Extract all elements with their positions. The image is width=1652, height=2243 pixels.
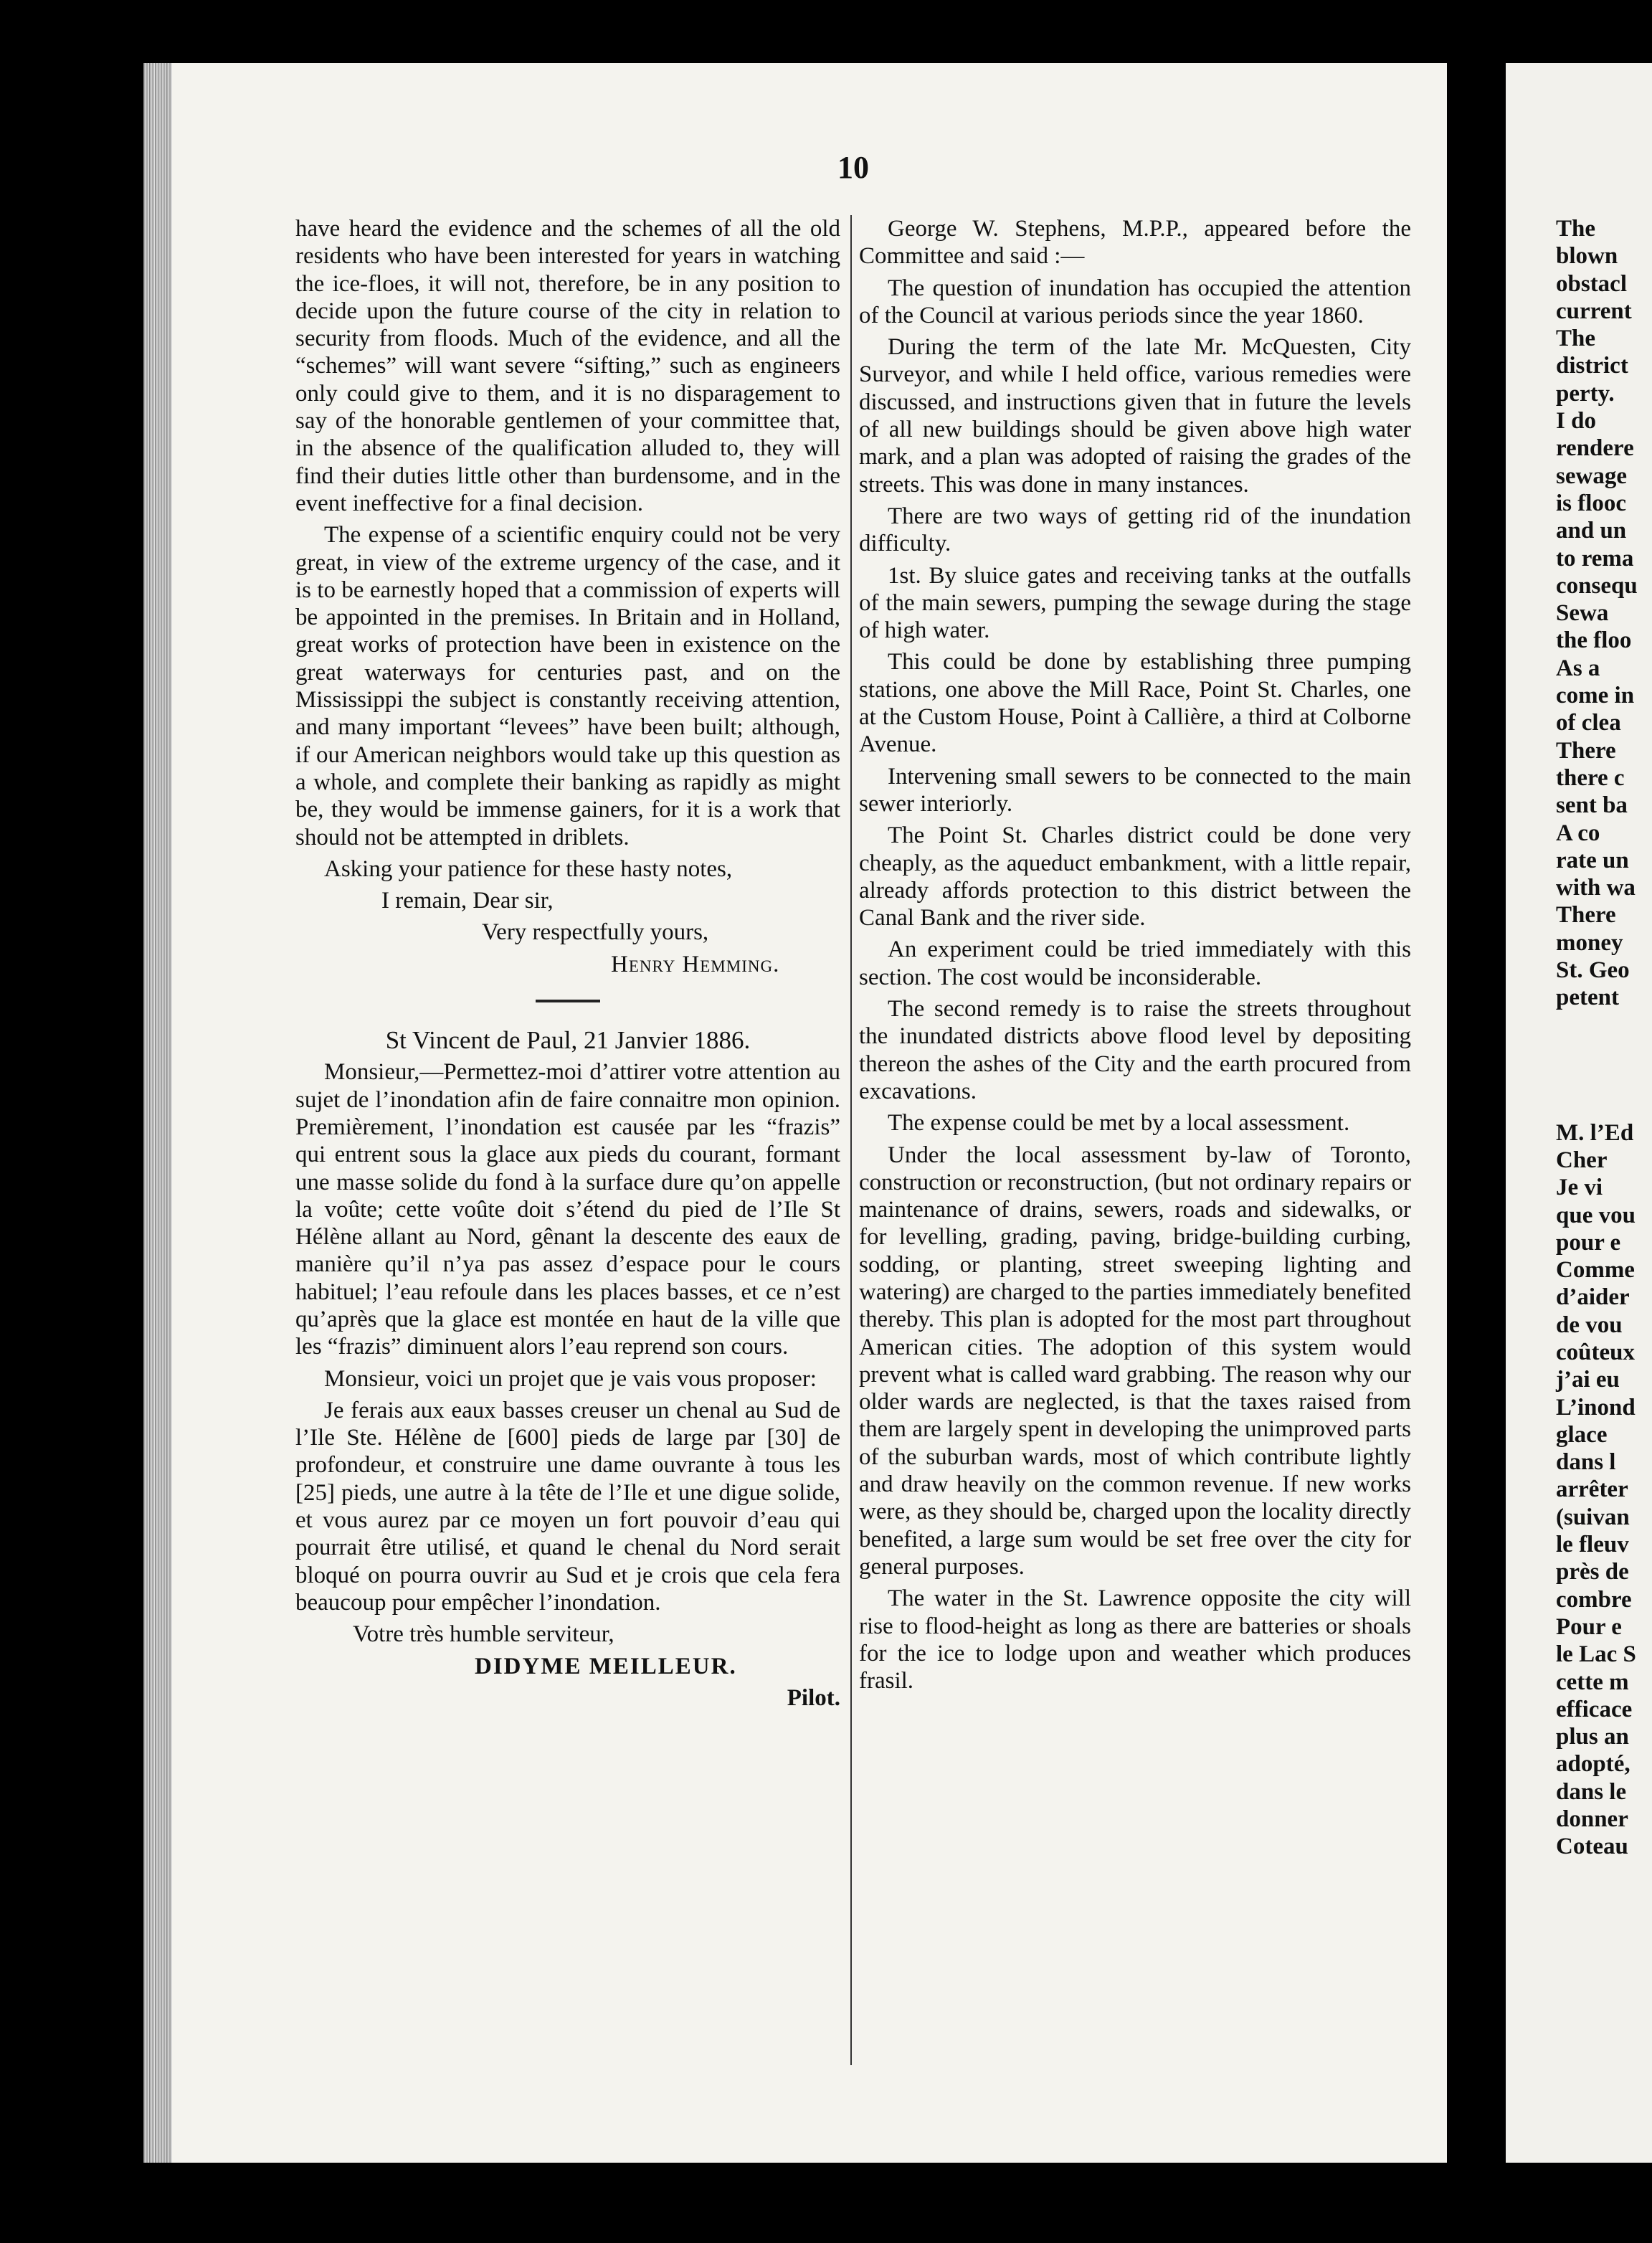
body-paragraph: Under the local assessment by-law of Toronto, construction or reconstruction, (but not ordinary repairs or maintenance of drains, sewers, roads and sidewalks, or for levelling, grading, paving, bridge-building curbing, sodding, or planting, street sweeping lighting and watering) are charged to the parties immediately benefited thereby. This plan is adopted for the most part throughout American cities. The adoption of this system would prevent what is called ward grabbing. The reason why our older wards are neglected, is that the taxes raised from them are largely spent in developing the unimproved parts of the suburban wards, most of which contribute lightly and draw heavily on the common revenue. If new works were, as they should be, charged upon the locality directly benefited, a large sum would be set free over the city for general purposes. — [859, 1142, 1411, 1580]
right-fragment-line: I do — [1556, 408, 1596, 435]
body-paragraph: have heard the evidence and the schemes of all the old residents who have been interested for years in watching the ice-floes, it will not, therefore, be in any position to decide upon the future course of the city in relation to security from floods. Much of the evidence, and all the “schemes” will want severe “sifting,” such as engineers only could give to them, and it is no disparagement to say of the honorable gentlemen of your committee that, in the absence of the qualification alluded to, they will find their duties little other than burdensome, and in the event ineffective for a final decision. — [295, 216, 840, 516]
body-paragraph: This could be done by establishing three pumping stations, one above the Mill Race, Point St. Charles, one at the Custom House, Point à Callière, a third at Colborne Avenue. — [859, 649, 1411, 758]
right-fragment-line: district — [1556, 353, 1628, 379]
right-fragment-line: of clea — [1556, 710, 1621, 736]
right-fragment-line: There — [1556, 902, 1616, 929]
right-fragment-line: pour e — [1556, 1229, 1621, 1256]
right-fragment-line: Sewa — [1556, 600, 1609, 627]
page-edge-stack — [143, 63, 172, 2163]
right-fragment-line: adopté, — [1556, 1751, 1630, 1778]
right-fragment-line: rate un — [1556, 847, 1629, 873]
body-paragraph: 1st. By sluice gates and receiving tanks at the outfalls of the main sewers, pumping the sewage during the stage of high water. — [859, 562, 1411, 644]
body-paragraph: The question of inundation has occupied the attention of the Council at various periods since the year 1860. — [859, 275, 1411, 328]
right-fragment-line: sewage — [1556, 463, 1627, 489]
left-column — [295, 215, 840, 1716]
fragment-gap — [1556, 1012, 1652, 1119]
right-fragment-line: dans l — [1556, 1449, 1616, 1476]
right-fragment-line: de vou — [1556, 1312, 1623, 1338]
right-fragment-line: (suivan — [1556, 1504, 1630, 1530]
right-fragment-line: sent ba — [1556, 792, 1628, 819]
french-closing: Votre très humble serviteur, — [353, 1621, 614, 1648]
gutter-shadow — [1447, 63, 1506, 2163]
right-fragment-line: rendere — [1556, 435, 1634, 462]
right-fragment-line: Pour e — [1556, 1613, 1622, 1640]
right-fragment-line: Je vi — [1556, 1175, 1603, 1201]
body-paragraph: The expense of a scientific enquiry could not be very great, in view of the extreme urgency of the case, and it is to be earnestly hoped that a commission of experts will be appointed in the premises. In Britain and in Holland, great works of protection have been in existence on the great waterways for centuries past, and on the Mississippi the subject is constantly receiving attention, and many important “levees” have been built; although, if our American neighbors would take up this question as a whole, and complete their banking as rapidly as might be, they would be immense gainers, for it is a work that should not be attempted in driblets. — [295, 522, 840, 850]
right-fragment-line: current — [1556, 298, 1632, 324]
french-paragraph: Je ferais aux eaux basses creuser un chenal au Sud de l’Ile Ste. Hélène de [600] pieds de large par [30] de profondeur, et construire une dame ouvrante à tous les [25] pieds, une autre à la tête de l’Ile et une digue solide, et vous aurez par ce moyen un fort pouvoir d’eau qui pourrait être utilisé, et quand le chenal du Nord serait bloqué on pourra ouvrir au Sud et je crois que cela fera beaucoup pour empêcher l’inondation. — [295, 1397, 840, 1616]
body-paragraph: The expense could be met by a local assessment. — [888, 1110, 1350, 1137]
right-fragment-line: As a — [1556, 655, 1600, 681]
right-fragment-line: le fleuv — [1556, 1532, 1629, 1558]
right-fragment-line: Comme — [1556, 1257, 1635, 1284]
body-paragraph: During the term of the late Mr. McQuesten, City Surveyor, and while I held office, various remedies were discussed, and instructions given that in future the levels of all new buildings should be given above high water mark, and a plan was adopted of raising the grades of the streets. This was done in many instances. — [859, 334, 1411, 498]
right-fragment-line: j’ai eu — [1556, 1367, 1620, 1393]
fragment-group-top — [1556, 215, 1652, 1012]
body-paragraph: The water in the St. Lawrence opposite the city will rise to flood-height as long as there are batteries or shoals for the ice to lodge upon and weather which produces frasil. — [859, 1585, 1411, 1694]
right-fragment-line: d’aider — [1556, 1284, 1630, 1311]
right-fragment-line: Coteau — [1556, 1834, 1628, 1860]
right-fragment-line: blown — [1556, 243, 1618, 270]
closing-line: Asking your patience for these hasty notes, — [324, 855, 733, 882]
right-fragment-line: to rema — [1556, 545, 1634, 572]
body-paragraph: An experiment could be tried immediately with this section. The cost would be inconsiderable. — [859, 936, 1411, 990]
right-fragment-line: St. Geo — [1556, 957, 1630, 984]
right-fragment-line: cette m — [1556, 1669, 1629, 1695]
right-page-fragments — [1556, 215, 1652, 1861]
body-paragraph: The second remedy is to raise the streets throughout the inundated districts above flood level by depositing thereon the ashes of the City and the earth procured from excavations. — [859, 996, 1411, 1104]
right-fragment-line: A co — [1556, 820, 1600, 846]
right-fragment-line: perty. — [1556, 380, 1615, 407]
page-number: 10 — [837, 150, 869, 185]
body-paragraph: The Point St. Charles district could be done very cheaply, as the aqueduct embankment, with a little repair, already affords protection to this district between the Canal Bank and the river side. — [859, 822, 1411, 931]
right-fragment-line: There — [1556, 737, 1616, 764]
right-fragment-line: glace — [1556, 1421, 1608, 1448]
french-paragraph: Monsieur, voici un projet que je vais vous proposer: — [324, 1365, 817, 1392]
right-fragment-line: Cher — [1556, 1147, 1608, 1173]
right-fragment-line: dans le — [1556, 1778, 1627, 1805]
signature-hemming: Henry Hemming. — [611, 951, 780, 977]
testimony-intro: George W. Stephens, M.P.P., appeared before the Committee and said :— — [859, 216, 1411, 270]
body-paragraph: There are two ways of getting rid of the inundation difficulty. — [859, 503, 1411, 557]
right-fragment-line: obstacl — [1556, 270, 1627, 297]
french-letter-heading: St Vincent de Paul, 21 Janvier 1886. — [385, 1026, 751, 1055]
right-fragment-line: there c — [1556, 764, 1625, 791]
column-rule — [850, 215, 852, 2065]
right-fragment-line: donner — [1556, 1806, 1628, 1833]
right-fragment-line: que vou — [1556, 1202, 1636, 1228]
right-fragment-line: combre — [1556, 1586, 1632, 1613]
right-fragment-line: L’inond — [1556, 1394, 1636, 1421]
right-fragment-line: plus an — [1556, 1724, 1629, 1750]
fragment-group-bottom — [1556, 1119, 1652, 1861]
remain-line: I remain, Dear sir, — [381, 888, 554, 914]
right-fragment-line: consequ — [1556, 572, 1638, 599]
right-fragment-line: is flooc — [1556, 490, 1627, 516]
middle-column — [859, 215, 1411, 1699]
signature-meilleur: DIDYME MEILLEUR. — [475, 1653, 737, 1679]
signature-title: Pilot. — [787, 1684, 840, 1711]
right-fragment-line: the floo — [1556, 627, 1632, 654]
right-fragment-line: money — [1556, 929, 1623, 956]
right-fragment-line: arrêter — [1556, 1476, 1628, 1503]
right-fragment-line: efficace — [1556, 1696, 1633, 1722]
right-fragment-line: and un — [1556, 518, 1627, 544]
section-divider — [536, 1000, 600, 1002]
right-fragment-line: petent — [1556, 985, 1619, 1011]
right-fragment-line: coûteux — [1556, 1339, 1635, 1365]
body-paragraph: Intervening small sewers to be connected to the main sewer interiorly. — [859, 763, 1411, 817]
right-fragment-line: M. l’Ed — [1556, 1119, 1634, 1146]
right-fragment-line: The — [1556, 216, 1596, 242]
right-fragment-line: with wa — [1556, 875, 1636, 901]
french-paragraph: Monsieur,—Permettez-moi d’attirer votre attention au sujet de l’inondation afin de faire connaitre mon opinion. Premièrement, l’inondation est causée par les “frazis” qui entrent sous la glace aux pieds du courant, formant une masse solide du fond à la surface dure qu’on appelle la voûte; cette voûte doit s’étend du pied de l’Ile St Hélène allant au Nord, gênant la descente des eaux de manière qu’il n’ya pas assez d’espace pour le cours habituel; l’eau refoule dans les places basses, et ce n’est qu’après que la glace est montée en haut de la ville que les “frazis” diminuent alors l’eau reprend son cours. — [295, 1059, 840, 1360]
right-fragment-line: près de — [1556, 1559, 1629, 1585]
right-fragment-line: le Lac S — [1556, 1641, 1636, 1668]
right-fragment-line: come in — [1556, 683, 1635, 709]
right-fragment-line: The — [1556, 326, 1596, 352]
valediction-line: Very respectfully yours, — [482, 919, 709, 946]
